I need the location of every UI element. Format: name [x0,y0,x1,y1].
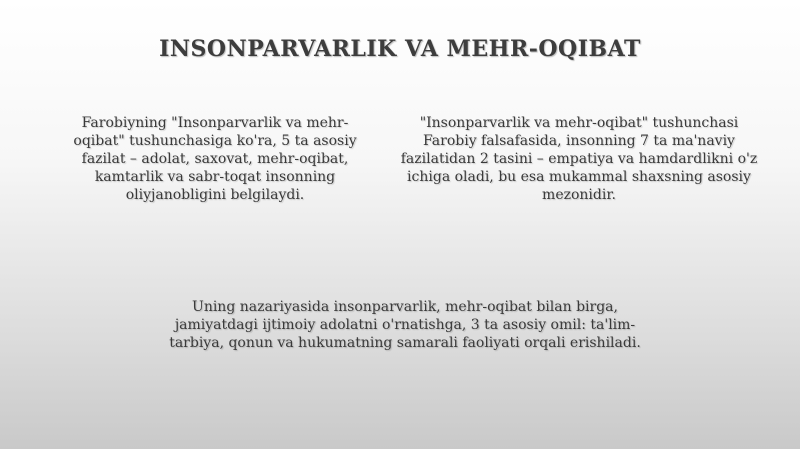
slide-title: INSONPARVARLIK VA MEHR-OQIBAT [159,36,641,62]
bottom-text-block: Uning nazariyasida insonparvarlik, mehr-oqibat bilan birga, jamiyatdagi ijtimoiy adolatni o'rnatishga, 3 ta asosiy omil: ta'lim-tarbiya, qonun va hukumatning samarali faoliyati orqali erishiladi. [169,299,641,351]
right-text-block: "Insonparvarlik va mehr-oqibat" tushunchasi Farobiy falsafasida, insonning 7 ta ma'naviy fazilatidan 2 tasini – empatiya va hamdardlikni o'z ichiga oladi, bu esa mukammal shaxsning asosiy mezonidir. [400,115,758,203]
left-text-block: Farobiyning "Insonparvarlik va mehr-oqibat" tushunchasiga ko'ra, 5 ta asosiy fazilat – adolat, saxovat, mehr-oqibat, kamtarlik va sabr-toqat insonning oliyjanobligini belgilaydi. [73,115,357,203]
